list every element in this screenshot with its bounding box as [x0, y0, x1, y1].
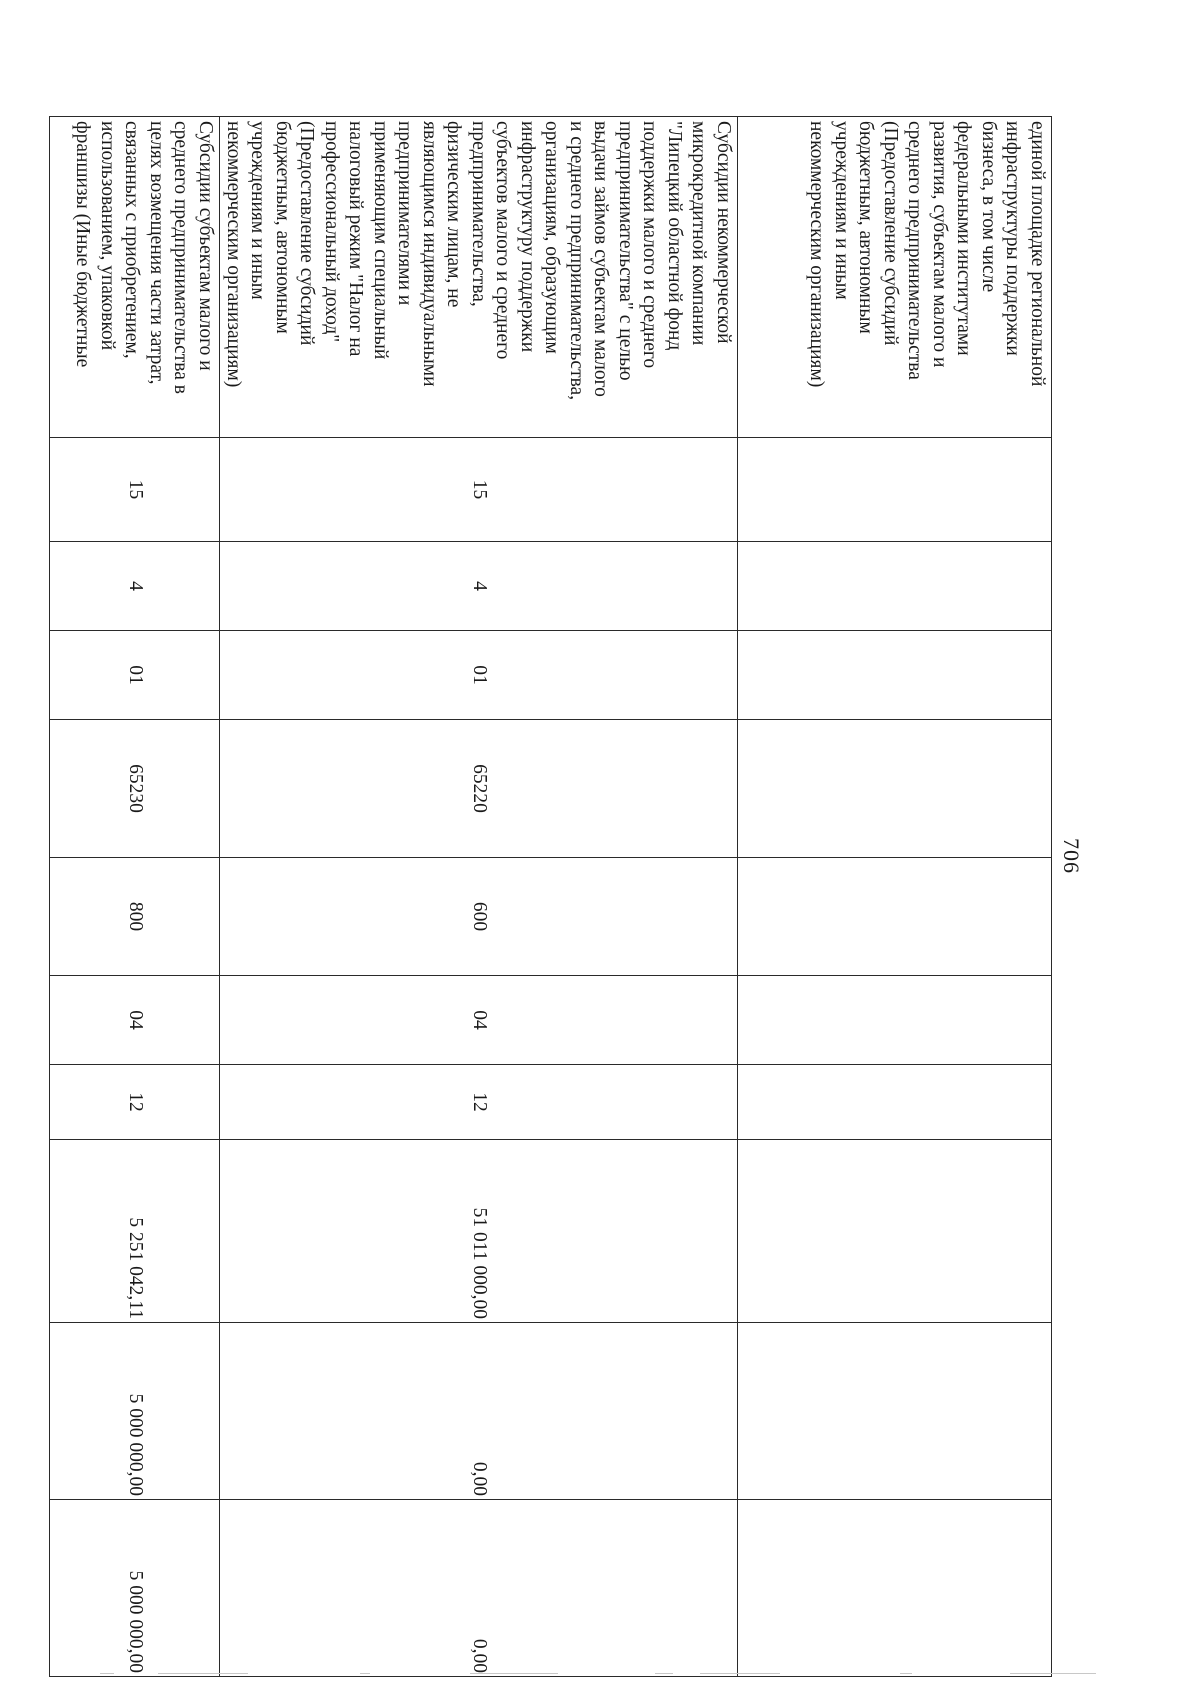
cell-value: [738, 720, 1052, 858]
cell-value: 15: [50, 438, 220, 542]
amount-cell: 5 251 042,11: [50, 1140, 220, 1323]
amount-cell: 51 011 000,00: [220, 1140, 738, 1323]
cell-value: [738, 542, 1052, 631]
cell-value: 4: [220, 542, 738, 631]
cell-value: 12: [50, 1065, 220, 1140]
table-row: [50, 117, 220, 1677]
amount-cell: [738, 1323, 1052, 1500]
cell-value: 600: [220, 858, 738, 976]
scan-artifact-line: [0, 1670, 1200, 1678]
cell-value: 65230: [50, 720, 220, 858]
cell-value: 01: [50, 631, 220, 720]
table-row: [738, 117, 1052, 1677]
row-name: Субсидии субъектам малого и среднего предпринимательства в целях возмещения части затрат, связанных с приобретением, использованием, упаковкой франшизы (Иные бюджетные: [50, 117, 220, 438]
amount-cell: [738, 1500, 1052, 1677]
cell-value: 800: [50, 858, 220, 976]
cell-value: [738, 976, 1052, 1065]
amount-cell: 5 000 000,00: [50, 1323, 220, 1500]
amount-cell: [738, 1140, 1052, 1323]
cell-value: [738, 631, 1052, 720]
table-row: [220, 117, 738, 1677]
cell-value: 12: [220, 1065, 738, 1140]
page-number: 706: [1059, 838, 1084, 874]
cell-value: [738, 858, 1052, 976]
cell-value: 04: [50, 976, 220, 1065]
cell-value: [738, 438, 1052, 542]
amount-cell: 5 000 000,00: [50, 1500, 220, 1677]
amount-cell: 0,00: [220, 1323, 738, 1500]
cell-value: 4: [50, 542, 220, 631]
amount-cell: 0,00: [220, 1500, 738, 1677]
cell-value: 65220: [220, 720, 738, 858]
cell-value: 01: [220, 631, 738, 720]
cell-value: 04: [220, 976, 738, 1065]
cell-value: [738, 1065, 1052, 1140]
budget-table: [49, 116, 1052, 1677]
cell-value: 15: [220, 438, 738, 542]
row-name: Субсидии некоммерческой микрокредитной компании "Липецкий областной фонд поддержки малого и среднего предпринимательства" с целью выдачи займов субъектам малого и среднего предпринимательства, организациям, образующим инфраструктуру поддержки субъектов малого и среднего предпринимательства, физическим лицам, не являющимся индивидуальными предпринимателями и применяющим специальный налоговый режим "Налог на профессиональный доход" (Предоставление субсидий бюджетным, автономным учреждениям и иным некоммерческим организациям): [220, 117, 738, 438]
row-name: единой площадке региональной инфраструктуры поддержки бизнеса, в том числе федеральными институтами развития, субъектам малого и среднего предпринимательства (Предоставление субсидий бюджетным, автономным учреждениям и иным некоммерческим организациям): [738, 117, 1052, 438]
